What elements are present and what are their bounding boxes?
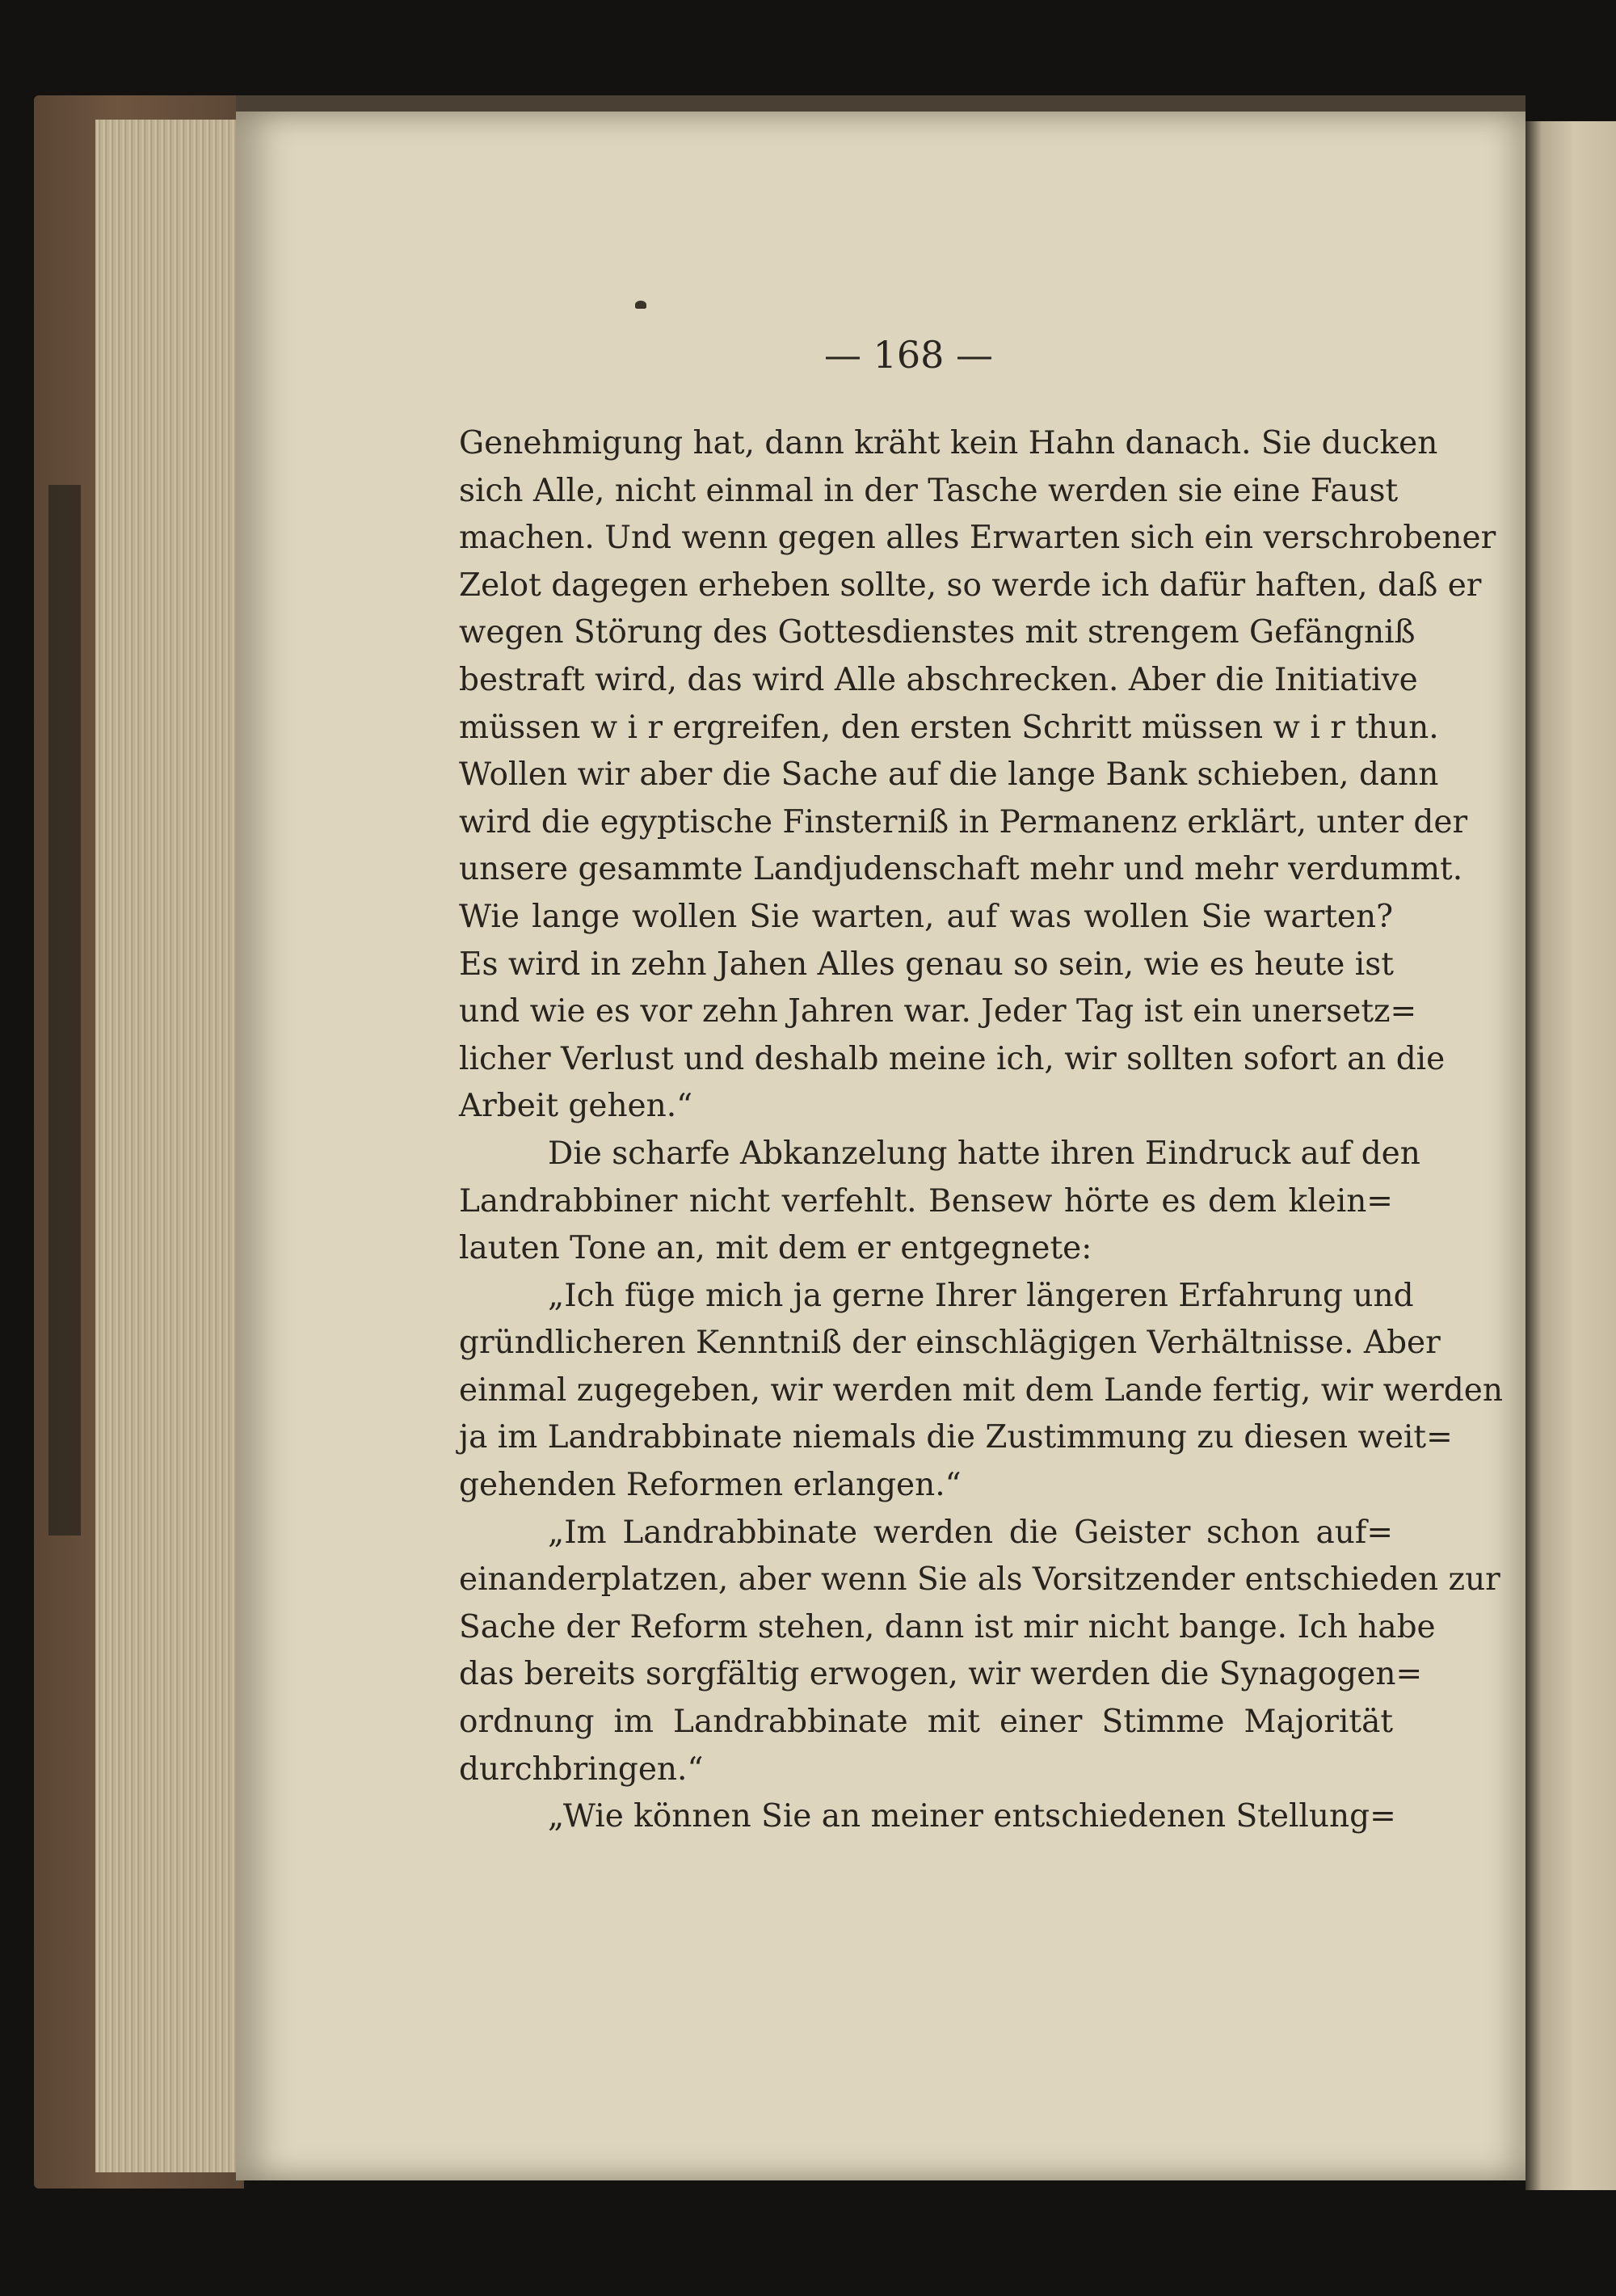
text-line: Wie lange wollen Sie warten, auf was wollen Sie warten? — [459, 898, 1393, 935]
text-line: sich Alle, nicht einmal in der Tasche werden sie eine Faust — [459, 472, 1399, 509]
text-line: Genehmigung hat, dann kräht kein Hahn danach. Sie ducken — [459, 425, 1438, 461]
text-line: gründlicheren Kenntniß der einschlägigen Verhältnisse. Aber — [459, 1325, 1441, 1362]
text-line: lauten Tone an, mit dem er entgegnete: — [459, 1230, 1092, 1267]
text-line: Es wird in zehn Jahen Alles genau so sein, wie es heute ist — [459, 946, 1394, 983]
text-line: Zelot dagegen erheben sollte, so werde ich dafür haften, daß er — [459, 567, 1482, 604]
text-line: „Ich füge mich ja gerne Ihrer längeren Erfahrung und — [548, 1277, 1414, 1314]
text-line: gehenden Reformen erlangen.“ — [459, 1467, 962, 1504]
text-line: und wie es vor zehn Jahren war. Jeder Tag ist ein unersetz= — [459, 993, 1417, 1030]
facing-page-sliver — [1526, 121, 1616, 2190]
text-line: müssen w i r ergreifen, den ersten Schritt müssen w i r thun. — [459, 709, 1439, 746]
text-line: Die scharfe Abkanzelung hatte ihren Eindruck auf den — [548, 1135, 1420, 1172]
text-line: Landrabbiner nicht verfehlt. Bensew hörte es dem klein= — [459, 1182, 1393, 1220]
page-edges — [95, 120, 241, 2172]
text-line: machen. Und wenn gegen alles Erwarten sich ein verschrobener — [459, 520, 1496, 557]
text-line: ja im Landrabbinate niemals die Zustimmung zu diesen weit= — [459, 1419, 1453, 1456]
text-line: licher Verlust und deshalb meine ich, wir sollten sofort an die — [459, 1040, 1446, 1077]
text-line: wird die egyptische Finsterniß in Permanenz erklärt, unter der — [459, 803, 1468, 840]
text-line: „Wie können Sie an meiner entschiedenen Stellung= — [548, 1798, 1396, 1835]
text-line: ordnung im Landrabbinate mit einer Stimme Majorität — [459, 1704, 1393, 1741]
text-line: wegen Störung des Gottesdienstes mit strengem Gefängniß — [459, 614, 1416, 651]
text-line: durchbringen.“ — [459, 1750, 704, 1788]
text-line: Sache der Reform stehen, dann ist mir nicht bange. Ich habe — [459, 1608, 1436, 1645]
cover-wear-mark — [48, 485, 81, 1536]
text-line: unsere gesammte Landjudenschaft mehr und mehr verdummt. — [459, 851, 1463, 888]
text-line: „Im Landrabbinate werden die Geister schon auf= — [548, 1514, 1393, 1551]
text-line: das bereits sorgfältig erwogen, wir werden die Synagogen= — [459, 1656, 1423, 1693]
ink-speck — [635, 301, 646, 309]
page-top-shadow — [236, 95, 1526, 113]
text-line: Wollen wir aber die Sache auf die lange Bank schieben, dann — [459, 756, 1439, 794]
text-line: einanderplatzen, aber wenn Sie als Vorsitzender entschieden zur — [459, 1561, 1500, 1599]
text-line: einmal zugegeben, wir werden mit dem Lande fertig, wir werden — [459, 1371, 1503, 1409]
text-line: bestraft wird, das wird Alle abschrecken. Aber die Initiative — [459, 661, 1418, 698]
page-body-text — [459, 420, 1503, 1841]
text-line: Arbeit gehen.“ — [459, 1088, 693, 1125]
page-number: — 168 — — [824, 333, 994, 377]
